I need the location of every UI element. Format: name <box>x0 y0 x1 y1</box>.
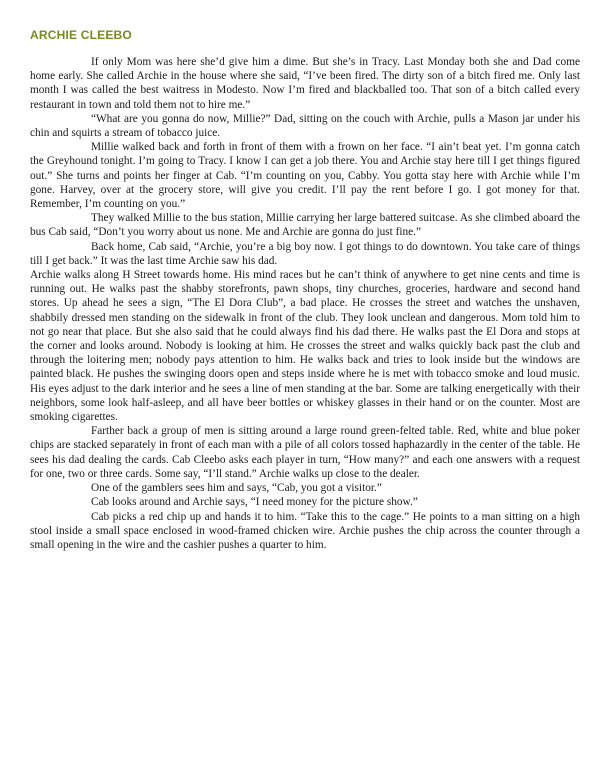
paragraph: Cab picks a red chip up and hands it to him. “Take this to the cage.” He points to a man sitting on a high stool inside a small space enclosed in wood-framed chicken wire. Archie pushes the chip across the counter through a small opening in the wire and the cashier pushes a quarter to him. <box>30 510 580 551</box>
paragraph: “What are you gonna do now, Millie?” Dad, sitting on the couch with Archie, pulls a Mason jar under his chin and squirts a stream of tobacco juice. <box>30 112 580 140</box>
paragraph: One of the gamblers sees him and says, “Cab, you got a visitor.” <box>91 482 382 495</box>
paragraph: They walked Millie to the bus station, Millie carrying her large battered suitcase. As she climbed aboard the bus Cab said, “Don’t you worry about us none. Me and Archie are gonna do just fine.” <box>30 212 580 239</box>
paragraph: Back home, Cab said, “Archie, you’re a big boy now. I got things to do downtown. You take care of things till I get back.” It was the last time Archie saw his dad. <box>30 240 580 267</box>
paragraph: Archie walks along H Street towards home. His mind races but he can’t think of anywhere to get nine cents and time is running out. He walks past the shabby storefronts, pawn shops, tiny churches, groceries, hardware and second hand stores. Up ahead he sees a sign, “The El Dora Club”, a bad place. He crosses the street and watches the unshaven, shabbily dressed men standing on the sidewalk in front of the club. They look unclean and dangerous. Mom told him to not go near that place. But she also said that he could always find his dad there. He walks past the El Dora and stops at the corner and looks around. Nobody is looking at him. He crosses the street and walks quickly back past the club and through the loitering men; nobody pays attention to him. He walks back and tries to look inside but the windows are painted black. He pushes the swinging doors open and steps inside where he is met with tobacco smoke and loud music. His eyes adjust to the dark interior and he sees a line of men standing at the bar. Some are talking energetically with their neighbors, some look half-asleep, and all have beer bottles or whiskey glasses in their hand or on the counter. Most are smoking cigarettes. <box>30 269 580 424</box>
paragraph: Farther back a group of men is sitting around a large round green-felted table. Red, white and blue poker chips are stacked separately in front of each man with a pile of all colors tossed haphazardly in the center of the table. He sees his dad dealing the cards. Cab Cleebo asks each player in turn, “How many?” and each one answers with a request for one, two or three cards. Some say, “I’ll stand.” Archie walks up close to the dealer. <box>30 425 580 480</box>
body-text <box>30 55 580 552</box>
paragraph: Millie walked back and forth in front of them with a frown on her face. “I ain’t beat yet. I’m gonna catch the Greyhound tonight. I’m going to Tracy. I know I can get a job there. You and Archie stay here till I get things figured out.” She turns and points her finger at Cab. “I’m counting on you, Cabby. You gotta stay here with Archie while I’m gone. Harvey, over at the grocery store, will give you credit. I’ll pay the rent before I go. I got money for that. Remember, I’m counting on you.” <box>30 141 580 211</box>
paragraph: Cab looks around and Archie says, “I need money for the picture show.” <box>91 496 418 509</box>
paragraph: If only Mom was here she’d give him a dime. But she’s in Tracy. Last Monday both she and Dad come home early. She called Archie in the house where she said, “I’ve been fired. The dirty son of a bitch fired me. Only last month I was called the best waitress in Modesto. Now I’m fired and blackballed too. That son of a bitch called every restaurant in town and told them not to hire me.” <box>30 56 580 111</box>
running-header: ARCHIE CLEEBO <box>30 28 132 42</box>
